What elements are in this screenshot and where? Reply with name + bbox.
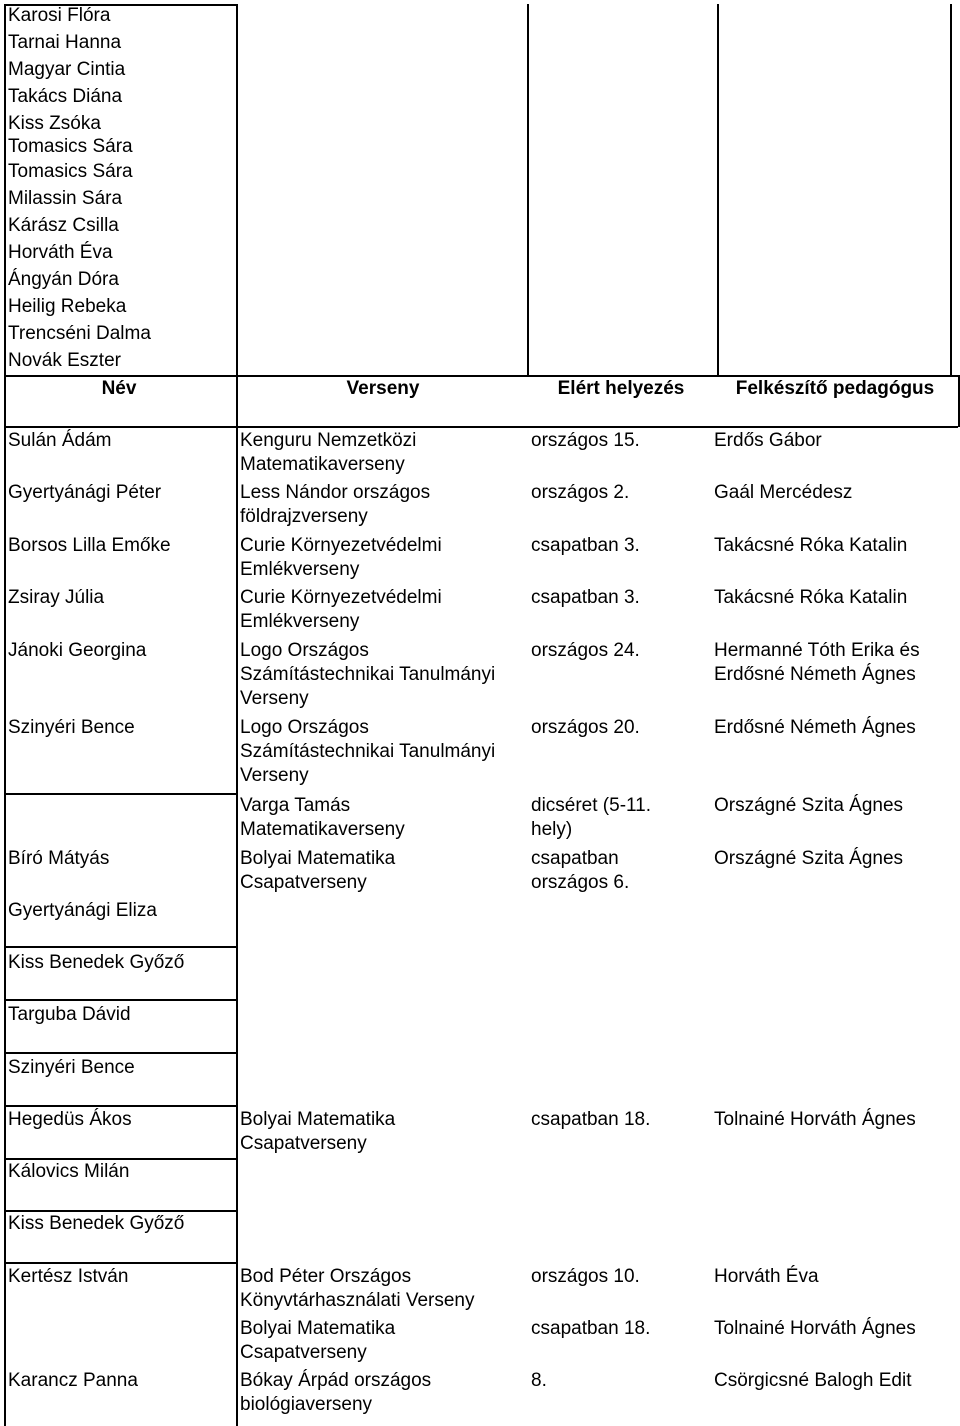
grid-line [717,4,719,375]
cell-name: Kiss Benedek Győző [8,952,185,973]
grid-line [4,1052,236,1054]
list-item: Karosi Flóra [8,5,111,26]
cell-competition: Emlékverseny [240,559,360,580]
cell-teacher: Tolnainé Horváth Ágnes [714,1109,916,1130]
grid-line [236,4,238,1426]
cell-name: Targuba Dávid [8,1004,131,1025]
cell-competition: Matematikaverseny [240,454,405,475]
cell-competition: biológiaverseny [240,1394,373,1415]
cell-competition: Számítástechnikai Tanulmányi [240,664,496,685]
cell-teacher: Takácsné Róka Katalin [714,587,908,608]
cell-competition: Logo Országos [240,640,369,661]
cell-competition: Bod Péter Országos [240,1266,412,1287]
cell-name: Hegedüs Ákos [8,1109,132,1130]
grid-line [4,1262,236,1264]
cell-teacher: Horváth Éva [714,1266,819,1287]
cell-competition: Curie Környezetvédelmi [240,535,442,556]
cell-teacher: Erdősné Németh Ágnes [714,664,916,685]
grid-line [4,999,236,1001]
cell-name: Szinyéri Bence [8,1057,135,1078]
cell-name: Karancz Panna [8,1370,138,1391]
header-name: Név [101,378,137,399]
cell-competition: Bolyai Matematika [240,1318,396,1339]
cell-name: Gyertyánági Péter [8,482,162,503]
cell-placement: országos 15. [531,430,640,451]
cell-name: Jánoki Georgina [8,640,147,661]
cell-competition: Csapatverseny [240,1133,367,1154]
cell-competition: Verseny [240,765,309,786]
cell-name: Zsiray Júlia [8,587,105,608]
cell-name: Szinyéri Bence [8,717,135,738]
cell-competition: Matematikaverseny [240,819,405,840]
cell-teacher: Országné Szita Ágnes [714,795,904,816]
cell-placement: országos 2. [531,482,630,503]
cell-competition: Verseny [240,688,309,709]
cell-teacher: Országné Szita Ágnes [714,848,904,869]
list-item: Tomasics Sára [8,136,133,157]
cell-competition: Varga Tamás [240,795,351,816]
list-item: Tarnai Hanna [8,32,122,53]
list-item: Ángyán Dóra [8,269,119,290]
grid-line [4,4,6,1426]
cell-teacher: Hermanné Tóth Erika és [714,640,920,661]
cell-competition: Számítástechnikai Tanulmányi [240,741,496,762]
cell-competition: Csapatverseny [240,872,367,893]
grid-line [4,426,958,428]
cell-name: Kiss Benedek Győző [8,1213,185,1234]
cell-competition: Bolyai Matematika [240,848,396,869]
cell-competition: Curie Környezetvédelmi [240,587,442,608]
cell-teacher: Gaál Mercédesz [714,482,853,503]
cell-name: Borsos Lilla Emőke [8,535,171,556]
cell-teacher: Takácsné Róka Katalin [714,535,908,556]
cell-placement: országos 24. [531,640,640,661]
cell-competition: Bókay Árpád országos [240,1370,432,1391]
list-item: Trencséni Dalma [8,323,151,344]
cell-competition: Logo Országos [240,717,369,738]
header-competition: Verseny [346,378,420,399]
grid-line [4,1105,236,1107]
cell-placement: országos 6. [531,872,630,893]
cell-competition: Bolyai Matematika [240,1109,396,1130]
cell-competition: Less Nándor országos [240,482,431,503]
cell-name: Kertész István [8,1266,129,1287]
list-item: Takács Diána [8,86,123,107]
cell-teacher: Tolnainé Horváth Ágnes [714,1318,916,1339]
cell-name: Bíró Mátyás [8,848,110,869]
list-item: Kárász Csilla [8,215,119,236]
cell-teacher: Csörgicsné Balogh Edit [714,1370,912,1391]
list-item: Heilig Rebeka [8,296,127,317]
cell-name: Kálovics Milán [8,1161,130,1182]
cell-placement: országos 20. [531,717,640,738]
cell-competition: Kenguru Nemzetközi [240,430,417,451]
grid-line [527,4,529,375]
cell-placement: csapatban 18. [531,1318,651,1339]
cell-placement: csapatban 3. [531,587,640,608]
cell-placement: országos 10. [531,1266,640,1287]
grid-line [4,793,236,795]
list-item: Magyar Cintia [8,59,126,80]
list-item: Kiss Zsóka [8,113,101,134]
list-item: Tomasics Sára [8,161,133,182]
cell-teacher: Erdős Gábor [714,430,822,451]
header-teacher: Felkészítő pedagógus [735,378,935,399]
cell-placement: 8. [531,1370,547,1391]
cell-competition: Csapatverseny [240,1342,367,1363]
list-item: Novák Eszter [8,350,121,371]
cell-competition: Könyvtárhasználati Verseny [240,1290,475,1311]
cell-placement: csapatban 3. [531,535,640,556]
cell-placement: csapatban 18. [531,1109,651,1130]
cell-placement: csapatban [531,848,619,869]
cell-competition: Emlékverseny [240,611,360,632]
cell-name: Gyertyánági Eliza [8,900,157,921]
cell-name: Sulán Ádám [8,430,112,451]
list-item: Milassin Sára [8,188,123,209]
cell-teacher: Erdősné Németh Ágnes [714,717,916,738]
grid-line [950,4,952,375]
list-item: Horváth Éva [8,242,113,263]
header-placement: Elért helyezés [557,378,685,399]
grid-line [4,946,236,948]
cell-competition: földrajzverseny [240,506,368,527]
cell-placement: dicséret (5-11. [531,795,652,816]
cell-placement: hely) [531,819,573,840]
